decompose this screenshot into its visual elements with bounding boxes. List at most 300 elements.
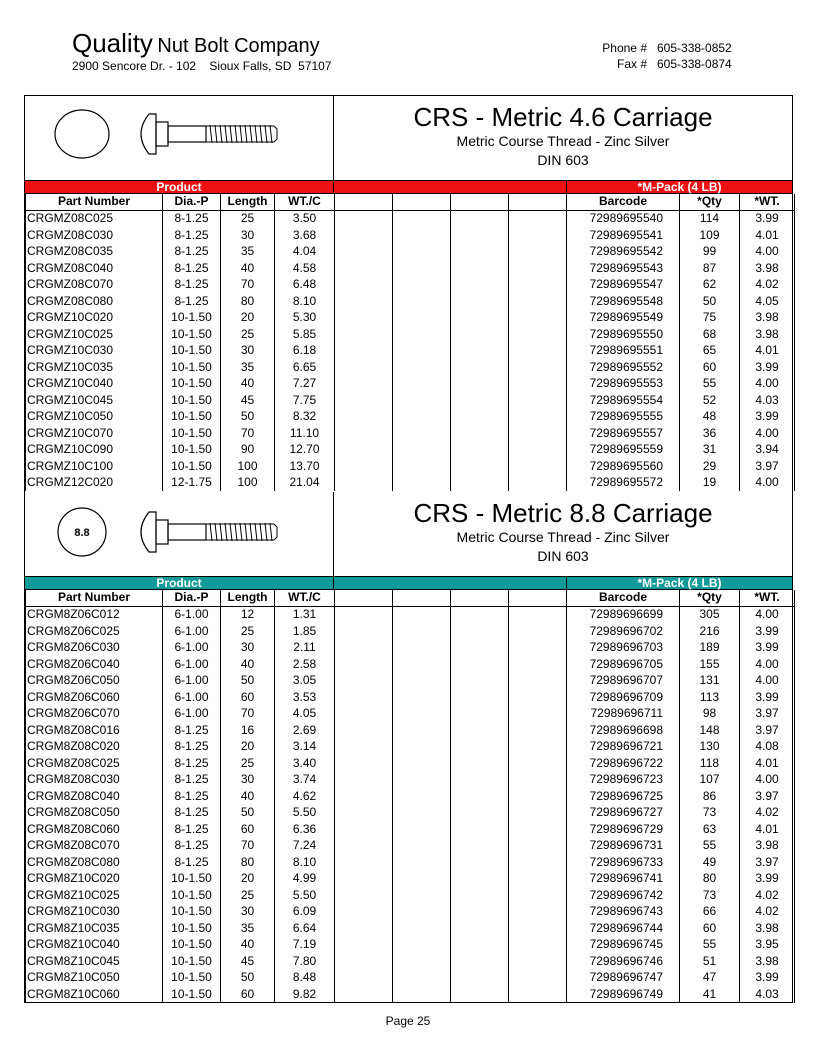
empty-cell <box>451 409 509 426</box>
part-number-cell: CRGM8Z06C030 <box>26 640 163 657</box>
length-cell: 35 <box>221 359 275 376</box>
length-cell: 40 <box>221 260 275 277</box>
wt-cell: 11.10 <box>275 425 335 442</box>
wt-cell: 4.04 <box>275 244 335 261</box>
empty-cell <box>451 755 509 772</box>
product-image-box <box>25 492 334 576</box>
empty-cell <box>451 293 509 310</box>
length-cell: 60 <box>221 689 275 706</box>
barcode-cell: 72989696702 <box>567 623 680 640</box>
empty-cell <box>335 475 393 492</box>
wt-cell: 7.24 <box>275 838 335 855</box>
wt-cell: 3.14 <box>275 739 335 756</box>
table-row <box>26 343 795 360</box>
length-cell: 20 <box>221 739 275 756</box>
pack-wt-cell: 4.00 <box>740 656 795 673</box>
pack-wt-cell: 3.98 <box>740 260 795 277</box>
empty-cell <box>451 359 509 376</box>
dia-cell: 10-1.50 <box>163 986 221 1003</box>
length-cell: 25 <box>221 326 275 343</box>
length-cell: 40 <box>221 937 275 954</box>
dia-cell: 10-1.50 <box>163 871 221 888</box>
empty-cell <box>335 376 393 393</box>
empty-cell <box>335 673 393 690</box>
part-number-cell: CRGM8Z06C040 <box>26 656 163 673</box>
empty-cell <box>451 343 509 360</box>
wt-cell: 6.65 <box>275 359 335 376</box>
dia-cell: 8-1.25 <box>163 821 221 838</box>
dia-cell: 6-1.00 <box>163 706 221 723</box>
dia-cell: 10-1.50 <box>163 920 221 937</box>
empty-cell <box>393 376 451 393</box>
pack-wt-cell: 4.03 <box>740 986 795 1003</box>
length-cell: 40 <box>221 788 275 805</box>
dia-cell: 8-1.25 <box>163 739 221 756</box>
empty-cell <box>451 788 509 805</box>
dia-cell: 10-1.50 <box>163 359 221 376</box>
empty-cell <box>451 623 509 640</box>
column-header-row <box>26 194 795 211</box>
empty-cell <box>393 887 451 904</box>
wt-cell: 3.05 <box>275 673 335 690</box>
barcode-cell: 72989695572 <box>567 475 680 492</box>
wt-cell: 3.68 <box>275 227 335 244</box>
empty-cell <box>451 986 509 1003</box>
empty-cell <box>335 986 393 1003</box>
pack-wt-cell: 4.02 <box>740 277 795 294</box>
pack-wt-cell: 4.05 <box>740 293 795 310</box>
column-header-wt: WT./C <box>275 590 335 607</box>
dia-cell: 10-1.50 <box>163 442 221 459</box>
part-number-cell: CRGM8Z10C060 <box>26 986 163 1003</box>
qty-cell: 113 <box>680 689 740 706</box>
empty-cell <box>393 409 451 426</box>
empty-cell <box>451 260 509 277</box>
column-header-wt2: *WT. <box>740 590 795 607</box>
qty-cell: 109 <box>680 227 740 244</box>
wt-cell: 7.19 <box>275 937 335 954</box>
barcode-cell: 72989696727 <box>567 805 680 822</box>
table-row <box>26 772 795 789</box>
band-mpack-label: *M-Pack (4 LB) <box>566 181 792 193</box>
empty-cell <box>335 607 393 624</box>
empty-cell <box>393 343 451 360</box>
table-row <box>26 821 795 838</box>
empty-cell <box>451 854 509 871</box>
empty-cell <box>335 871 393 888</box>
qty-cell: 131 <box>680 673 740 690</box>
empty-cell <box>335 244 393 261</box>
empty-cell <box>451 904 509 921</box>
part-number-cell: CRGMZ10C045 <box>26 392 163 409</box>
table-row <box>26 359 795 376</box>
barcode-cell: 72989695555 <box>567 409 680 426</box>
wt-cell: 1.85 <box>275 623 335 640</box>
wt-cell: 9.82 <box>275 986 335 1003</box>
section-header <box>25 96 792 180</box>
part-number-cell: CRGM8Z10C020 <box>26 871 163 888</box>
empty-cell <box>451 689 509 706</box>
column-header-barcode: Barcode <box>567 590 680 607</box>
empty-cell <box>393 805 451 822</box>
empty-cell <box>393 772 451 789</box>
table-row <box>26 392 795 409</box>
empty-cell <box>335 739 393 756</box>
empty-cell <box>509 904 567 921</box>
empty-cell <box>509 409 567 426</box>
empty-cell <box>393 260 451 277</box>
product-table <box>25 590 795 1003</box>
length-cell: 50 <box>221 805 275 822</box>
dia-cell: 8-1.25 <box>163 211 221 228</box>
part-number-cell: CRGM8Z08C070 <box>26 838 163 855</box>
section-subtitle: Metric Course Thread - Zinc Silver <box>456 133 670 149</box>
barcode-cell: 72989696698 <box>567 722 680 739</box>
wt-cell: 7.27 <box>275 376 335 393</box>
fax-label: Fax # <box>616 57 647 71</box>
qty-cell: 19 <box>680 475 740 492</box>
qty-cell: 98 <box>680 706 740 723</box>
empty-cell <box>335 260 393 277</box>
column-header-row <box>26 590 795 607</box>
empty-cell <box>509 293 567 310</box>
pack-wt-cell: 3.97 <box>740 458 795 475</box>
part-number-cell: CRGM8Z10C030 <box>26 904 163 921</box>
part-number-cell: CRGMZ10C030 <box>26 343 163 360</box>
empty-cell <box>509 821 567 838</box>
empty-cell <box>393 623 451 640</box>
empty-cell <box>509 392 567 409</box>
empty-cell <box>393 310 451 327</box>
qty-cell: 73 <box>680 805 740 822</box>
barcode-cell: 72989696733 <box>567 854 680 871</box>
table-row <box>26 788 795 805</box>
part-number-cell: CRGM8Z10C045 <box>26 953 163 970</box>
empty-cell <box>335 788 393 805</box>
empty-cell <box>451 656 509 673</box>
empty-cell <box>335 937 393 954</box>
table-row <box>26 227 795 244</box>
length-cell: 16 <box>221 722 275 739</box>
empty-cell <box>509 706 567 723</box>
table-row <box>26 937 795 954</box>
table-row <box>26 673 795 690</box>
empty-cell <box>509 854 567 871</box>
qty-cell: 49 <box>680 854 740 871</box>
empty-cell <box>393 244 451 261</box>
part-number-cell: CRGMZ10C025 <box>26 326 163 343</box>
empty-cell <box>509 937 567 954</box>
qty-cell: 66 <box>680 904 740 921</box>
empty-cell <box>393 937 451 954</box>
qty-cell: 87 <box>680 260 740 277</box>
barcode-cell: 72989696745 <box>567 937 680 954</box>
length-cell: 50 <box>221 673 275 690</box>
length-cell: 25 <box>221 211 275 228</box>
head-grade-mark: 8.8 <box>74 527 90 539</box>
qty-cell: 114 <box>680 211 740 228</box>
column-header-dia: Dia.-P <box>163 194 221 211</box>
column-header-empty <box>509 194 567 211</box>
dia-cell: 10-1.50 <box>163 425 221 442</box>
wt-cell: 8.10 <box>275 293 335 310</box>
pack-wt-cell: 3.99 <box>740 640 795 657</box>
empty-cell <box>335 310 393 327</box>
part-number-cell: CRGM8Z10C040 <box>26 937 163 954</box>
wt-cell: 2.11 <box>275 640 335 657</box>
barcode-cell: 72989695559 <box>567 442 680 459</box>
empty-cell <box>393 326 451 343</box>
barcode-cell: 72989696749 <box>567 986 680 1003</box>
barcode-cell: 72989695547 <box>567 277 680 294</box>
qty-cell: 65 <box>680 343 740 360</box>
dia-cell: 6-1.00 <box>163 640 221 657</box>
barcode-cell: 72989695553 <box>567 376 680 393</box>
part-number-cell: CRGM8Z08C080 <box>26 854 163 871</box>
part-number-cell: CRGM8Z08C040 <box>26 788 163 805</box>
dia-cell: 8-1.25 <box>163 722 221 739</box>
pack-wt-cell: 4.00 <box>740 607 795 624</box>
empty-cell <box>509 838 567 855</box>
pack-wt-cell: 3.99 <box>740 359 795 376</box>
empty-cell <box>393 227 451 244</box>
wt-cell: 5.85 <box>275 326 335 343</box>
barcode-cell: 72989695541 <box>567 227 680 244</box>
bolt-head-side <box>141 114 156 154</box>
band-spacer <box>334 577 566 589</box>
part-number-cell: CRGM8Z10C050 <box>26 970 163 987</box>
qty-cell: 216 <box>680 623 740 640</box>
empty-cell <box>509 970 567 987</box>
pack-wt-cell: 4.00 <box>740 244 795 261</box>
qty-cell: 68 <box>680 326 740 343</box>
empty-cell <box>393 854 451 871</box>
part-number-cell: CRGM8Z06C060 <box>26 689 163 706</box>
barcode-cell: 72989695557 <box>567 425 680 442</box>
table-row <box>26 260 795 277</box>
pack-wt-cell: 3.99 <box>740 871 795 888</box>
empty-cell <box>393 392 451 409</box>
barcode-cell: 72989696703 <box>567 640 680 657</box>
column-header-dia: Dia.-P <box>163 590 221 607</box>
section-standard: DIN 603 <box>537 548 589 564</box>
pack-wt-cell: 3.97 <box>740 722 795 739</box>
dia-cell: 8-1.25 <box>163 293 221 310</box>
wt-cell: 5.50 <box>275 887 335 904</box>
qty-cell: 63 <box>680 821 740 838</box>
empty-cell <box>393 838 451 855</box>
dia-cell: 10-1.50 <box>163 904 221 921</box>
wt-cell: 3.50 <box>275 211 335 228</box>
part-number-cell: CRGM8Z08C030 <box>26 772 163 789</box>
barcode-cell: 72989696744 <box>567 920 680 937</box>
table-row <box>26 623 795 640</box>
empty-cell <box>509 244 567 261</box>
wt-cell: 8.48 <box>275 970 335 987</box>
empty-cell <box>393 689 451 706</box>
part-number-cell: CRGMZ08C070 <box>26 277 163 294</box>
empty-cell <box>451 887 509 904</box>
empty-cell <box>335 904 393 921</box>
part-number-cell: CRGMZ10C100 <box>26 458 163 475</box>
column-header-empty <box>393 194 451 211</box>
empty-cell <box>393 656 451 673</box>
empty-cell <box>451 475 509 492</box>
qty-cell: 48 <box>680 409 740 426</box>
part-number-cell: CRGM8Z06C050 <box>26 673 163 690</box>
empty-cell <box>393 904 451 921</box>
qty-cell: 80 <box>680 871 740 888</box>
bolt-shank <box>168 524 206 540</box>
empty-cell <box>335 887 393 904</box>
table-row <box>26 640 795 657</box>
empty-cell <box>335 409 393 426</box>
empty-cell <box>509 442 567 459</box>
pack-wt-cell: 4.02 <box>740 887 795 904</box>
empty-cell <box>451 673 509 690</box>
empty-cell <box>451 442 509 459</box>
empty-cell <box>335 706 393 723</box>
contact-block <box>585 40 732 72</box>
empty-cell <box>335 656 393 673</box>
length-cell: 25 <box>221 623 275 640</box>
part-number-cell: CRGM8Z08C050 <box>26 805 163 822</box>
table-row <box>26 838 795 855</box>
barcode-cell: 72989696722 <box>567 755 680 772</box>
column-header-empty <box>335 194 393 211</box>
phone-number: 605-338-0852 <box>657 41 732 55</box>
empty-cell <box>509 376 567 393</box>
part-number-cell: CRGMZ10C040 <box>26 376 163 393</box>
barcode-cell: 72989696721 <box>567 739 680 756</box>
barcode-cell: 72989695549 <box>567 310 680 327</box>
dia-cell: 8-1.25 <box>163 260 221 277</box>
empty-cell <box>509 805 567 822</box>
barcode-cell: 72989696742 <box>567 887 680 904</box>
table-row <box>26 953 795 970</box>
part-number-cell: CRGM8Z10C035 <box>26 920 163 937</box>
table-row <box>26 722 795 739</box>
product-table <box>25 194 795 491</box>
empty-cell <box>451 607 509 624</box>
length-cell: 30 <box>221 343 275 360</box>
carriage-bolt-drawing <box>25 492 334 576</box>
qty-cell: 62 <box>680 277 740 294</box>
part-number-cell: CRGM8Z08C060 <box>26 821 163 838</box>
wt-cell: 6.36 <box>275 821 335 838</box>
product-image-box <box>25 96 334 180</box>
empty-cell <box>509 211 567 228</box>
wt-cell: 4.05 <box>275 706 335 723</box>
length-cell: 70 <box>221 425 275 442</box>
length-cell: 70 <box>221 277 275 294</box>
table-row <box>26 854 795 871</box>
barcode-cell: 72989696741 <box>567 871 680 888</box>
qty-cell: 60 <box>680 359 740 376</box>
empty-cell <box>335 458 393 475</box>
part-number-cell: CRGM8Z10C025 <box>26 887 163 904</box>
wt-cell: 3.74 <box>275 772 335 789</box>
section-title: CRS - Metric 8.8 Carriage <box>413 498 713 528</box>
pack-wt-cell: 4.00 <box>740 425 795 442</box>
part-number-cell: CRGMZ08C040 <box>26 260 163 277</box>
empty-cell <box>335 442 393 459</box>
empty-cell <box>509 656 567 673</box>
empty-cell <box>451 838 509 855</box>
part-number-cell: CRGMZ10C050 <box>26 409 163 426</box>
section-title: CRS - Metric 4.6 Carriage <box>413 102 713 132</box>
band-mpack-label: *M-Pack (4 LB) <box>566 577 792 589</box>
empty-cell <box>451 937 509 954</box>
table-row <box>26 310 795 327</box>
length-cell: 30 <box>221 904 275 921</box>
empty-cell <box>451 772 509 789</box>
empty-cell <box>451 425 509 442</box>
part-number-cell: CRGM8Z06C070 <box>26 706 163 723</box>
empty-cell <box>509 722 567 739</box>
empty-cell <box>335 359 393 376</box>
catalog-frame <box>24 95 793 1003</box>
empty-cell <box>451 805 509 822</box>
part-number-cell: CRGMZ08C080 <box>26 293 163 310</box>
pack-wt-cell: 4.00 <box>740 376 795 393</box>
table-row <box>26 904 795 921</box>
wt-cell: 5.50 <box>275 805 335 822</box>
barcode-cell: 72989695560 <box>567 458 680 475</box>
qty-cell: 55 <box>680 937 740 954</box>
length-cell: 40 <box>221 376 275 393</box>
length-cell: 30 <box>221 772 275 789</box>
pack-wt-cell: 4.00 <box>740 673 795 690</box>
section-title-box <box>334 96 792 180</box>
barcode-cell: 72989696711 <box>567 706 680 723</box>
bolt-head-top-view <box>55 110 109 158</box>
pack-wt-cell: 4.03 <box>740 392 795 409</box>
section-header <box>25 492 792 576</box>
empty-cell <box>509 953 567 970</box>
qty-cell: 155 <box>680 656 740 673</box>
empty-cell <box>335 425 393 442</box>
dia-cell: 8-1.25 <box>163 805 221 822</box>
company-name-rest: Nut Bolt Company <box>157 35 320 57</box>
dia-cell: 10-1.50 <box>163 343 221 360</box>
length-cell: 12 <box>221 607 275 624</box>
phone-label: Phone # <box>602 41 647 55</box>
dia-cell: 10-1.50 <box>163 376 221 393</box>
empty-cell <box>335 854 393 871</box>
wt-cell: 1.31 <box>275 607 335 624</box>
qty-cell: 29 <box>680 458 740 475</box>
length-cell: 35 <box>221 244 275 261</box>
empty-cell <box>335 623 393 640</box>
column-header-part-number: Part Number <box>26 194 163 211</box>
bolt-thread <box>206 523 277 541</box>
dia-cell: 8-1.25 <box>163 788 221 805</box>
table-row <box>26 475 795 492</box>
barcode-cell: 72989696723 <box>567 772 680 789</box>
empty-cell <box>393 953 451 970</box>
pack-wt-cell: 3.98 <box>740 310 795 327</box>
pack-wt-cell: 4.02 <box>740 904 795 921</box>
band-product-label: Product <box>25 577 334 589</box>
table-row <box>26 970 795 987</box>
empty-cell <box>451 970 509 987</box>
pack-wt-cell: 3.99 <box>740 970 795 987</box>
empty-cell <box>509 227 567 244</box>
empty-cell <box>509 772 567 789</box>
empty-cell <box>509 277 567 294</box>
empty-cell <box>393 706 451 723</box>
